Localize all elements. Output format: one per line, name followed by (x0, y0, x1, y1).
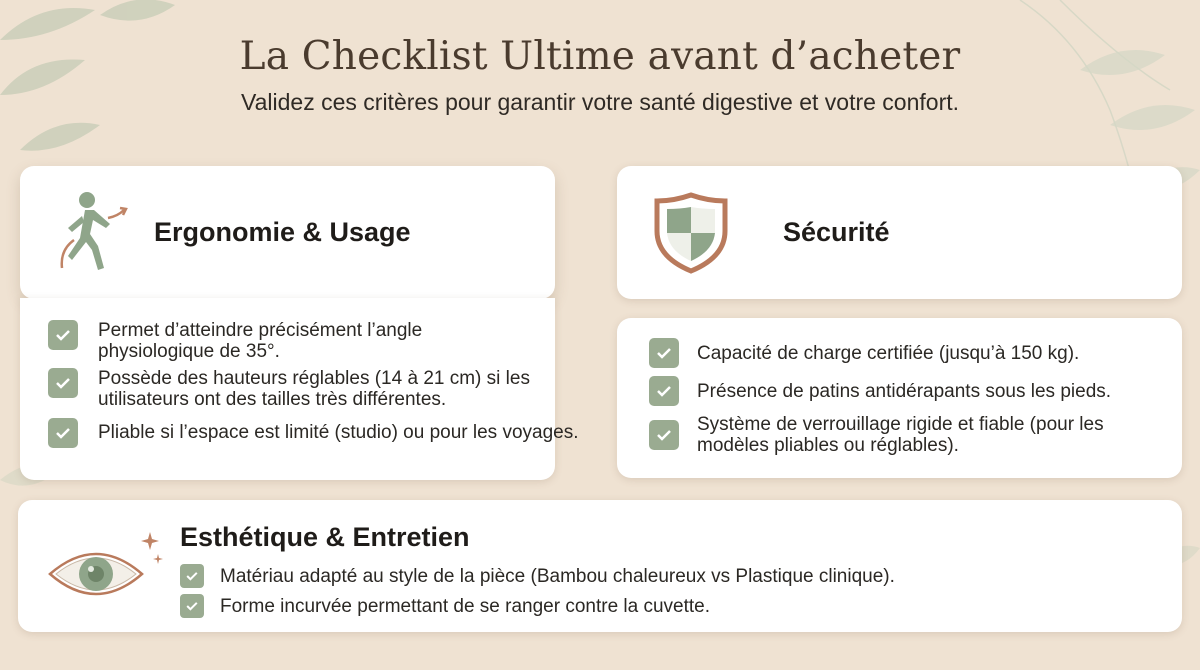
checklist-item-text: Présence de patins antidérapants sous les pieds. (697, 380, 1112, 402)
page-subtitle: Validez ces critères pour garantir votre santé digestive et votre confort. (240, 89, 960, 115)
shield-icon (653, 191, 729, 275)
securite-header-card (617, 166, 1182, 299)
ergonomie-header-card (20, 166, 555, 299)
checklist-item-text: Système de verrouillage rigide et fiable (pour les modèles pliables ou réglables). (697, 414, 1104, 456)
checklist-item-text: Pliable si l’espace est limité (studio) ou pour les voyages. (98, 422, 579, 443)
checklist-item-text: Capacité de charge certifiée (jusqu’à 150 kg). (697, 342, 1080, 364)
ergonomie-items-card (20, 298, 579, 480)
securite-title: Sécurité (783, 217, 890, 247)
checklist-item (48, 320, 555, 362)
checkbox-icon (48, 320, 78, 350)
checkbox-icon (649, 420, 679, 450)
checkbox-icon (180, 594, 204, 618)
securite-items-card (617, 318, 1182, 478)
checklist-item-text: Possède des hauteurs réglables (14 à 21 cm) si les utilisateurs ont des tailles très différentes. (98, 368, 530, 410)
checklist-item (649, 414, 1182, 456)
eye-icon (46, 528, 166, 606)
page-title: La Checklist Ultime avant d’acheter (239, 34, 961, 79)
checkbox-icon (48, 368, 78, 398)
checklist-item-text: Forme incurvée permettant de se ranger contre la cuvette. (220, 595, 711, 617)
checklist-item-text: Permet d’atteindre précisément l’angle physiologique de 35°. (98, 320, 423, 362)
checklist-item-text: Matériau adapté au style de la pièce (Bambou chaleureux vs Plastique clinique). (220, 565, 895, 587)
checklist-item (180, 564, 895, 588)
checkbox-icon (649, 338, 679, 368)
checklist-item (48, 418, 579, 448)
esthetique-card (18, 500, 1182, 632)
checkbox-icon (180, 564, 204, 588)
checkbox-icon (649, 376, 679, 406)
ergonomie-title: Ergonomie & Usage (154, 217, 411, 247)
checklist-item (649, 338, 1182, 368)
walking-person-icon (52, 188, 132, 278)
esthetique-title: Esthétique & Entretien (180, 522, 470, 552)
checkbox-icon (48, 418, 78, 448)
checklist-item (180, 594, 895, 618)
checklist-item (48, 368, 555, 410)
checklist-item (649, 376, 1182, 406)
